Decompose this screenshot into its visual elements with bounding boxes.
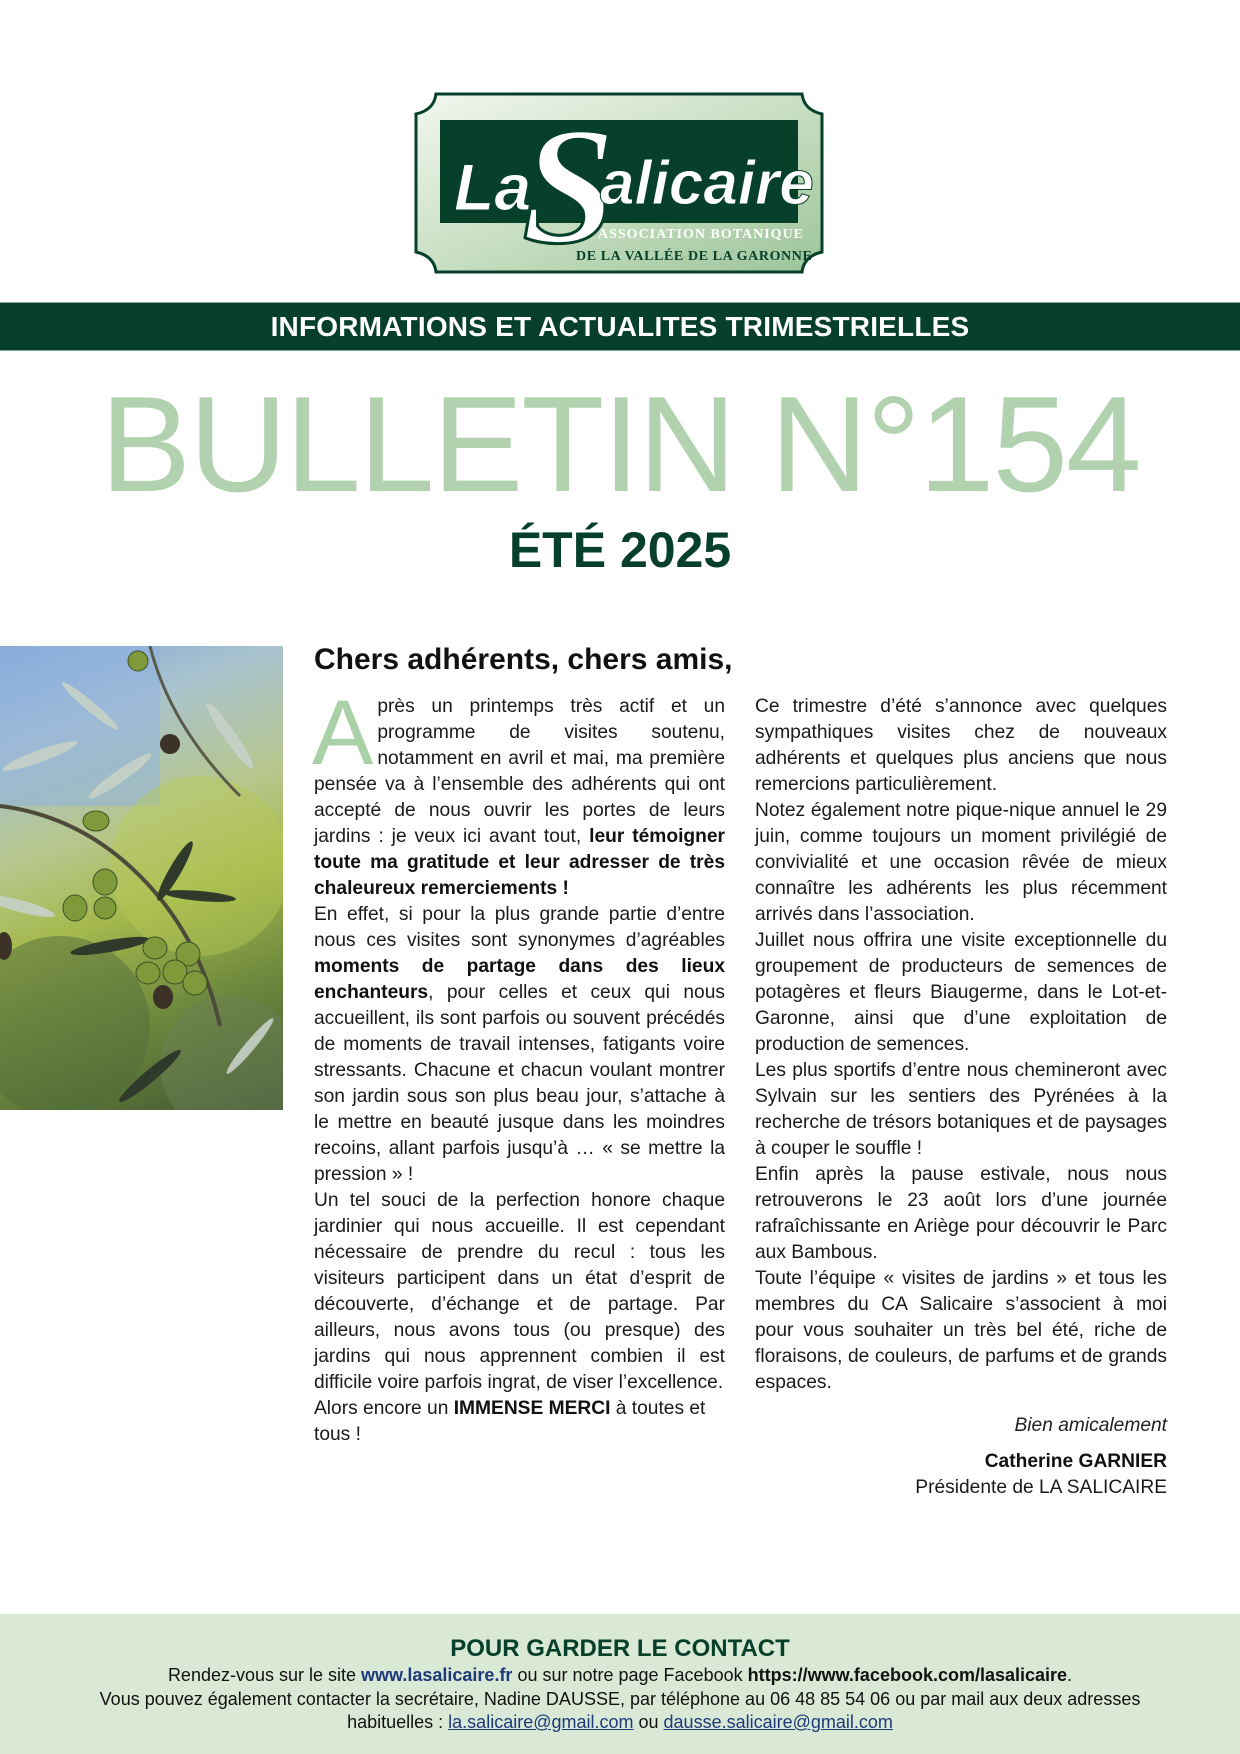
paragraph-2: En effet, si pour la plus grande partie d’entre nous ces visites sont synonymes d’agréables moments de partage dans des lieux enchanteurs, pour celles et ceux qui nous accueillent, ils sont parfois ou souvent précédés de moments de travail intenses, fatigants voire stressants. Chacune et chacun voulant montrer son jardin sous son plus beau jour, s’attache à le mettre en beauté jusque dans les moindres recoins, allant parfois jusqu’à … « se mettre la pression » !: [314, 904, 725, 1185]
svg-text:S: S: [522, 93, 616, 274]
banner-text: INFORMATIONS ET ACTUALITES TRIMESTRIELLES: [270, 310, 970, 342]
paragraph-5: Ce trimestre d’été s’annonce avec quelques sympathiques visites chez de nouveaux adhérents et quelques plus anciens que nous remercions particulièrement.: [755, 696, 1167, 795]
email-link-2[interactable]: dausse.salicaire@gmail.com: [663, 1712, 893, 1732]
paragraph-3: Un tel souci de la perfection honore chaque jardinier qui nous accueille. Il est cependant nécessaire de prendre du recul : tous les visiteurs participent dans un état d’esprit de découverte, d’échange et de partage. Par ailleurs, nous avons tous (ou presque) des jardins qui nous apprennent combien il est difficile voire parfois ingrat, de viser l’excellence.: [314, 1190, 725, 1393]
svg-text:alicaire: alicaire: [600, 149, 814, 218]
website-link[interactable]: www.lasalicaire.fr: [361, 1665, 513, 1685]
contact-footer: [0, 1614, 1240, 1754]
email-link-1[interactable]: la.salicaire@gmail.com: [448, 1712, 634, 1732]
emphasis-text: moments de partage dans des lieux enchanteurs: [314, 956, 725, 1003]
paragraph-8: Les plus sportifs d’entre nous chemineront avec Sylvain sur les sentiers des Pyrénées à la recherche de trésors botaniques et de paysages à couper le souffle !: [755, 1060, 1167, 1159]
footer-title: POUR GARDER LE CONTACT: [450, 1635, 790, 1662]
logo-tagline-2: DE LA VALLÉE DE LA GARONNE: [576, 249, 813, 264]
emphasis-text: leur témoigner toute ma gratitude et leur adresser de très chaleureux remerciements !: [314, 826, 725, 899]
signatory-name: Catherine GARNIER: [984, 1451, 1167, 1472]
paragraph-9: Enfin après la pause estivale, nous nous retrouverons le 23 août lors d’une journée rafraîchissante en Ariège pour découvrir le Parc aux Bambous.: [755, 1164, 1167, 1263]
olive-branch-photo: [0, 646, 283, 1110]
facebook-link[interactable]: https://www.facebook.com/lasalicaire: [747, 1665, 1068, 1685]
footer-line-1: Rendez-vous sur le site www.lasalicaire.fr ou sur notre page Facebook https://www.facebook.com/lasalicaire.: [167, 1665, 1073, 1685]
logo-tagline-1: ASSOCIATION BOTANIQUE: [598, 227, 805, 242]
signatory-role: Présidente de LA SALICAIRE: [915, 1477, 1167, 1498]
paragraph-1: Après un printemps très actif et un programme de visites soutenu, notamment en avril et mai, ma première pensée va à l’ensemble des adhérents qui ont accepté de nous ouvrir les portes de leurs jardins : je veux ici avant tout, leur témoigner toute ma gratitude et leur adresser de très chaleureux remerciements !: [312, 682, 725, 899]
letter-left-column: [312, 682, 725, 1448]
letter-greeting: Chers adhérents, chers amis,: [314, 643, 733, 676]
paragraph-6: Notez également notre pique-nique annuel le 29 juin, comme toujours un moment privilégié de convivialité et une occasion rêvée de mieux connaître les adhérents les plus récemment arrivés dans l’association.: [755, 800, 1167, 925]
logo-name-la: La: [454, 150, 532, 224]
bulletin-title: BULLETIN N°154: [100, 368, 1140, 520]
paragraph-4: Alors encore un IMMENSE MERCI à toutes et tous !: [314, 1398, 706, 1445]
closing-phrase: Bien amicalement: [1014, 1415, 1167, 1436]
drop-cap: A: [312, 682, 374, 784]
paragraph-10: Toute l’équipe « visites de jardins » et tous les membres du CA Salicaire s’associent à moi pour vous souhaiter un très bel été, riche de floraisons, de couleurs, de parfums et de grands espaces.: [755, 1268, 1167, 1393]
signature-block: [915, 1413, 1167, 1501]
header-banner: [0, 302, 1240, 351]
emphasis-text: IMMENSE MERCI: [453, 1398, 611, 1419]
season-subtitle: ÉTÉ 2025: [508, 522, 732, 578]
footer-line-3: habituelles : la.salicaire@gmail.com ou dausse.salicaire@gmail.com: [347, 1712, 893, 1732]
association-logo: [414, 92, 824, 274]
footer-line-2: Vous pouvez également contacter la secrétaire, Nadine DAUSSE, par téléphone au 06 48 85 54 06 ou par mail aux deux adresses: [99, 1688, 1141, 1709]
letter-right-column: [755, 694, 1167, 1396]
paragraph-7: Juillet nous offrira une visite exceptionnelle du groupement de producteurs de semences de potagères et fleurs Biaugerme, dans le Lot-et-Garonne, ainsi que d’une exploitation de production de semences.: [755, 930, 1167, 1055]
